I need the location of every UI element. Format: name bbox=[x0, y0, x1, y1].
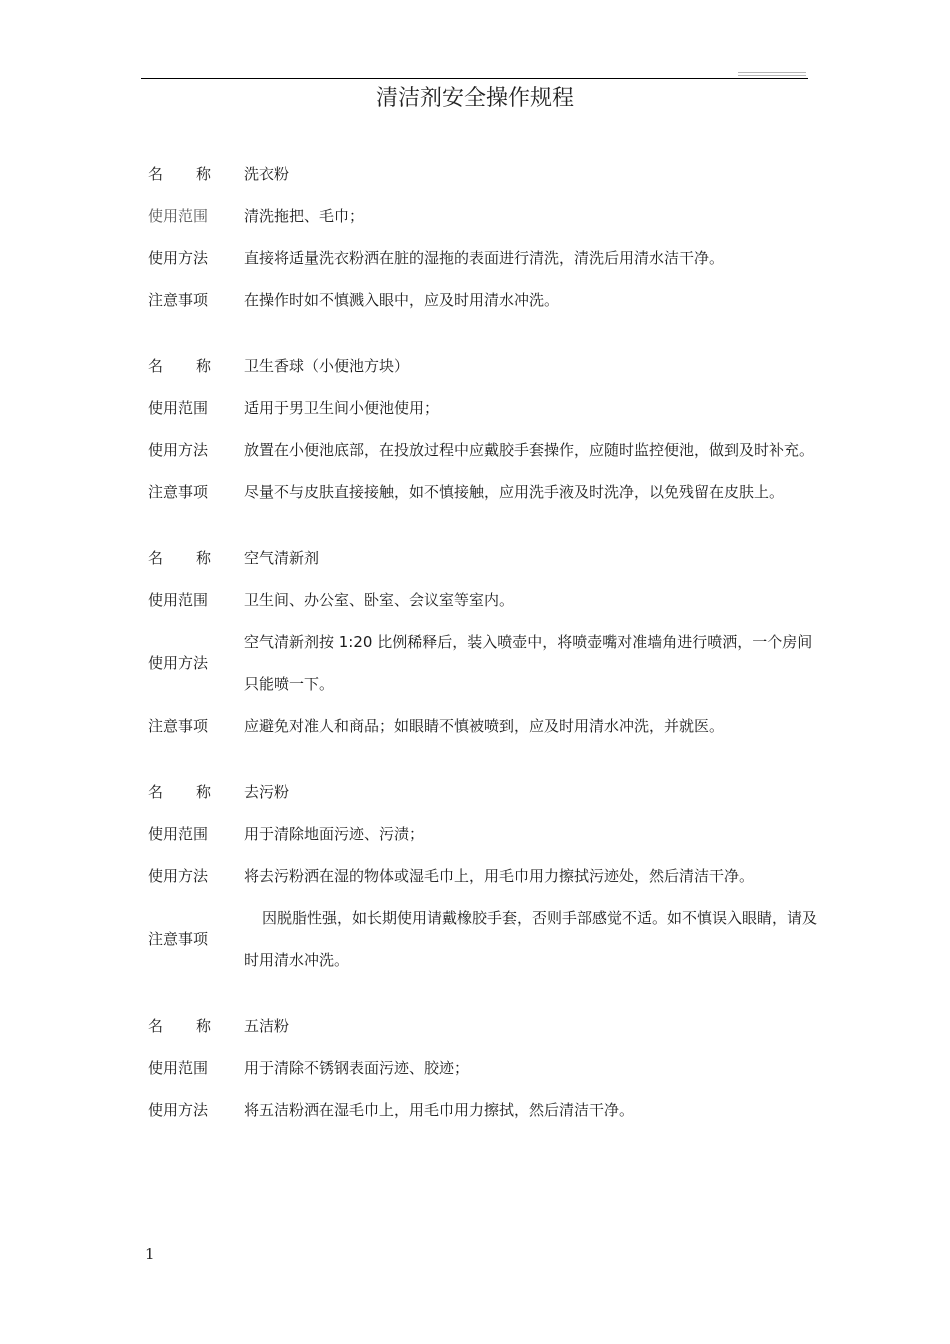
method-label: 使用方法 bbox=[148, 249, 209, 267]
product-entry bbox=[148, 153, 828, 321]
notes-row bbox=[148, 471, 828, 513]
name-value: 洗衣粉 bbox=[244, 165, 290, 183]
header-rule bbox=[141, 78, 808, 79]
product-entry bbox=[148, 1005, 828, 1131]
notes-label: 注意事项 bbox=[148, 291, 209, 309]
notes-label: 注意事项 bbox=[148, 483, 209, 501]
name-value: 五洁粉 bbox=[244, 1017, 290, 1035]
scope-value: 用于清除地面污迹、污渍； bbox=[244, 825, 425, 843]
scope-value: 适用于男卫生间小便池使用； bbox=[244, 399, 440, 417]
notes-row bbox=[148, 705, 828, 747]
notes-label: 注意事项 bbox=[148, 930, 209, 948]
method-label: 使用方法 bbox=[148, 441, 209, 459]
name-value: 卫生香球（小便池方块） bbox=[244, 357, 410, 375]
method-label: 使用方法 bbox=[148, 867, 209, 885]
name-value: 空气清新剂 bbox=[244, 549, 320, 567]
product-entry bbox=[148, 345, 828, 513]
method-value: 将五洁粉洒在湿毛巾上，用毛巾用力擦拭，然后清洁干净。 bbox=[244, 1101, 635, 1119]
name-label: 名称 bbox=[148, 549, 245, 567]
scope-label: 使用范围 bbox=[148, 399, 209, 417]
product-entry bbox=[148, 771, 828, 981]
scope-label: 使用范围 bbox=[148, 207, 209, 225]
scope-row bbox=[148, 813, 828, 855]
name-row bbox=[148, 1005, 828, 1047]
name-label: 名称 bbox=[148, 357, 245, 375]
scope-label: 使用范围 bbox=[148, 825, 209, 843]
notes-row bbox=[148, 897, 828, 981]
scope-label: 使用范围 bbox=[148, 591, 209, 609]
notes-value: 尽量不与皮肤直接接触，如不慎接触，应用洗手液及时洗净，以免残留在皮肤上。 bbox=[244, 483, 785, 501]
name-row bbox=[148, 153, 828, 195]
product-entry bbox=[148, 537, 828, 747]
scope-row bbox=[148, 195, 828, 237]
notes-value: 因脱脂性强，如长期使用请戴橡胶手套，否则手部感觉不适。如不慎误入眼睛，请及时用清水冲洗。 bbox=[244, 909, 818, 969]
scope-value: 用于清除不锈钢表面污迹、胶迹； bbox=[244, 1059, 470, 1077]
notes-value: 应避免对准人和商品；如眼睛不慎被喷到，应及时用清水冲洗，并就医。 bbox=[244, 717, 725, 735]
notes-label: 注意事项 bbox=[148, 717, 209, 735]
name-row bbox=[148, 771, 828, 813]
page-title: 清洁剂安全操作规程 bbox=[375, 86, 574, 111]
name-row bbox=[148, 537, 828, 579]
name-label: 名称 bbox=[148, 165, 245, 183]
name-row bbox=[148, 345, 828, 387]
scope-value: 清洗拖把、毛巾； bbox=[244, 207, 365, 225]
method-row bbox=[148, 429, 828, 471]
method-row bbox=[148, 237, 828, 279]
scope-row bbox=[148, 579, 828, 621]
header-decoration bbox=[738, 72, 806, 73]
name-label: 名称 bbox=[148, 783, 245, 801]
method-value: 直接将适量洗衣粉洒在脏的湿拖的表面进行清洗，清洗后用清水洁干净。 bbox=[244, 249, 725, 267]
header-decoration bbox=[738, 75, 806, 76]
name-value: 去污粉 bbox=[244, 783, 290, 801]
method-value: 空气清新剂按 1:20 比例稀释后，装入喷壶中，将喷壶嘴对准墙角进行喷洒，一个房间只能喷一下。 bbox=[244, 633, 813, 693]
name-label: 名称 bbox=[148, 1017, 245, 1035]
method-row bbox=[148, 621, 828, 705]
method-label: 使用方法 bbox=[148, 1101, 209, 1119]
method-value: 将去污粉洒在湿的物体或湿毛巾上，用毛巾用力擦拭污迹处，然后清洁干净。 bbox=[244, 867, 755, 885]
scope-row bbox=[148, 1047, 828, 1089]
notes-row bbox=[148, 279, 828, 321]
scope-value: 卫生间、办公室、卧室、会议室等室内。 bbox=[244, 591, 515, 609]
method-value: 放置在小便池底部，在投放过程中应戴胶手套操作，应随时监控便池，做到及时补充。 bbox=[244, 441, 815, 459]
method-row bbox=[148, 855, 828, 897]
page-number: 1 bbox=[145, 1245, 155, 1263]
scope-row bbox=[148, 387, 828, 429]
document-body bbox=[148, 153, 828, 1155]
method-row bbox=[148, 1089, 828, 1131]
method-label: 使用方法 bbox=[148, 654, 209, 672]
scope-label: 使用范围 bbox=[148, 1059, 209, 1077]
notes-value: 在操作时如不慎溅入眼中，应及时用清水冲洗。 bbox=[244, 291, 560, 309]
